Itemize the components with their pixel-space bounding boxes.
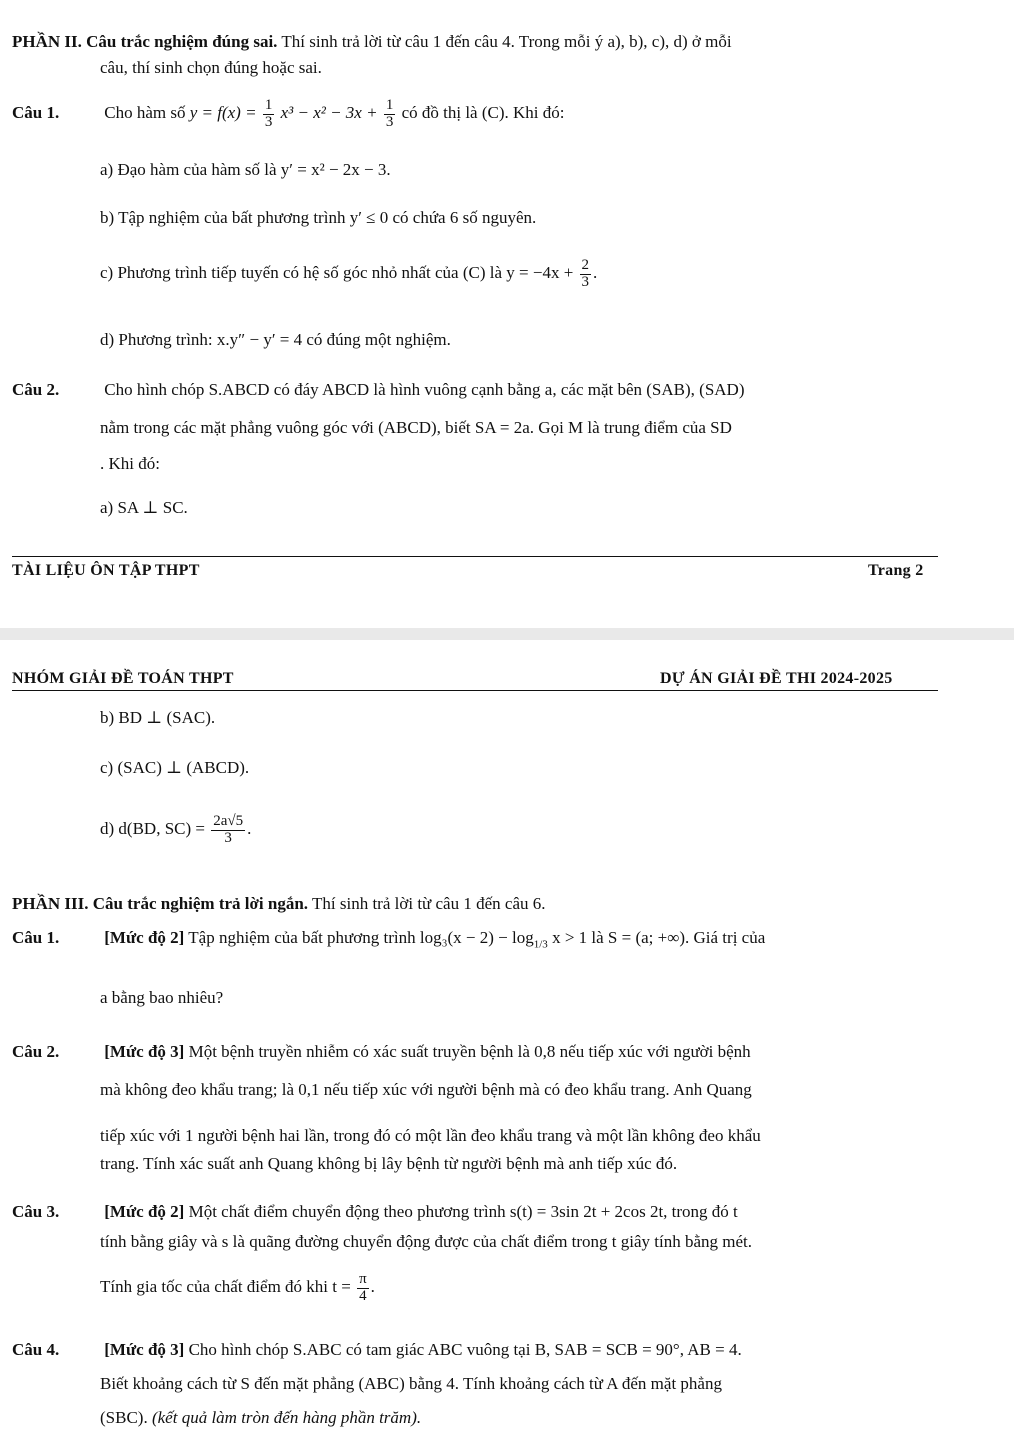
- p3-q3-line1: Câu 3. [Mức độ 2] Một chất điểm chuyển động theo phương trình s(t) = 3sin 2t + 2cos 2t, trong đó t: [12, 1200, 952, 1225]
- p3-q3-line2: tính bằng giây và s là quãng đường chuyển động được của chất điểm trong t giây tính bằng mét.: [100, 1232, 753, 1251]
- q1-option-a: a) Đạo hàm của hàm số là y′ = x² − 2x − 3.: [100, 160, 391, 179]
- fraction-two-thirds: $\frac{2}{3}$: [581, 257, 590, 290]
- fraction-one-third-b: $\frac{1}{3}$: [385, 97, 394, 130]
- p3-q2-line4: trang. Tính xác suất anh Quang không bị lây bệnh từ người bệnh mà anh tiếp xúc đó.: [100, 1154, 678, 1173]
- footer-left: TÀI LIỆU ÔN TẬP THPT: [12, 562, 200, 579]
- q2-option-c: c) (SAC) ⊥ (ABCD).: [100, 758, 250, 777]
- p3-q1-line2: a bằng bao nhiêu?: [100, 988, 224, 1007]
- fraction-one-third: $\frac{1}{3}$: [264, 97, 273, 130]
- q1-polynomial: x³ − x² − 3x +: [280, 103, 378, 123]
- q2-line1: Câu 2. Cho hình chóp S.ABCD có đáy ABCD là hình vuông cạnh bằng a, các mặt bên (SAB), (SAD): [12, 378, 952, 403]
- header-divider: [12, 690, 938, 691]
- p3-q2-line2: mà không đeo khẩu trang; là 0,1 nếu tiếp xúc với người bệnh mà có đeo khẩu trang. Anh Quang: [100, 1080, 752, 1099]
- footer-page-number: Trang 2: [868, 562, 924, 579]
- page-separator: [0, 628, 1014, 640]
- q1-label: Câu 1.: [12, 103, 60, 123]
- q1-option-b: b) Tập nghiệm của bất phương trình y′ ≤ 0 có chứa 6 số nguyên.: [100, 208, 537, 227]
- p3-q2-line1: Câu 2. [Mức độ 3] Một bệnh truyền nhiễm có xác suất truyền bệnh là 0,8 nếu tiếp xúc với người bệnh: [12, 1040, 952, 1065]
- q1-stem-text: Cho hàm số: [104, 103, 186, 123]
- q1-stem: [12, 98, 952, 131]
- part3-intro-text: Thí sinh trả lời từ câu 1 đến câu 6.: [312, 894, 546, 913]
- p3-q1-line1: Câu 1. [Mức độ 2] Tập nghiệm của bất phương trình $\log_3(x - 2) - \log_{1/3} x > 1$ là S = (a; +∞). Giá trị của: [12, 928, 766, 951]
- q2-option-b: b) BD ⊥ (SAC).: [100, 708, 216, 727]
- q1-option-c: c) Phương trình tiếp tuyến có hệ số góc nhỏ nhất của (C) là y = −4x + $\frac{2}{3}$ .: [100, 257, 598, 290]
- p3-q4-line2: Biết khoảng cách từ S đến mặt phẳng (ABC) bằng 4. Tính khoảng cách từ A đến mặt phẳng: [100, 1374, 722, 1393]
- p3-q2-line3: tiếp xúc với 1 người bệnh hai lần, trong đó có một lần đeo khẩu trang và một lần không đeo khẩu: [100, 1126, 761, 1145]
- q1-option-d: d) Phương trình: x.y″ − y′ = 4 có đúng một nghiệm.: [100, 330, 451, 349]
- header-left: NHÓM GIẢI ĐỀ TOÁN THPT: [12, 670, 234, 687]
- part2-title: PHẦN II. Câu trắc nghiệm đúng sai.: [12, 32, 278, 51]
- part2-intro-line1: Thí sinh trả lời từ câu 1 đến câu 4. Trong mỗi ý a), b), c), d) ở mỗi: [281, 32, 732, 51]
- part3-intro: [12, 892, 952, 917]
- part2-intro: [12, 30, 942, 55]
- fraction-distance: $\frac{2a√5}{3}$: [213, 813, 244, 846]
- p3-q4-line1: Câu 4. [Mức độ 3] Cho hình chóp S.ABC có tam giác ABC vuông tại B, SAB = SCB = 90°, AB = 4.: [12, 1338, 952, 1363]
- p3-q2-label: Câu 2.: [12, 1042, 60, 1061]
- q1-function-def: y = f(x) =: [189, 103, 257, 123]
- header-right: DỰ ÁN GIẢI ĐỀ THI 2024-2025: [660, 670, 893, 687]
- p3-q4-line3: (SBC). (kết quả làm tròn đến hàng phần trăm).: [100, 1408, 422, 1427]
- part2-intro-line2: câu, thí sinh chọn đúng hoặc sai.: [100, 58, 322, 77]
- footer-divider: [12, 556, 938, 557]
- p3-q4-note: (kết quả làm tròn đến hàng phần trăm).: [151, 1408, 422, 1427]
- q2-line3: . Khi đó:: [100, 454, 160, 473]
- p3-q4-level: [Mức độ 3]: [104, 1340, 185, 1359]
- q2-option-a: a) SA ⊥ SC.: [100, 498, 188, 517]
- p3-q3-level: [Mức độ 2]: [104, 1202, 185, 1221]
- q2-label: Câu 2.: [12, 380, 60, 399]
- q2-option-d: d) d(BD, SC) = $\frac{2a√5}{3}$ .: [100, 813, 252, 846]
- p3-q3-line3: Tính gia tốc của chất điểm đó khi t = $\frac{\pi}{4}$ .: [100, 1271, 375, 1304]
- q1-stem-end: có đồ thị là (C). Khi đó:: [401, 103, 565, 123]
- log-base-one-third: 1/3: [533, 938, 548, 951]
- q2-line2: nằm trong các mặt phẳng vuông góc với (ABCD), biết SA = 2a. Gọi M là trung điểm của SD: [100, 418, 732, 437]
- p3-q1-level: [Mức độ 2]: [104, 928, 185, 947]
- p3-q4-label: Câu 4.: [12, 1340, 60, 1359]
- p3-q2-level: [Mức độ 3]: [104, 1042, 185, 1061]
- part3-title: PHẦN III. Câu trắc nghiệm trả lời ngắn.: [12, 894, 309, 913]
- p3-q3-label: Câu 3.: [12, 1202, 60, 1221]
- p3-q1-label: Câu 1.: [12, 928, 60, 947]
- fraction-pi-over-four: $\frac{\pi}{4}$: [359, 1271, 367, 1304]
